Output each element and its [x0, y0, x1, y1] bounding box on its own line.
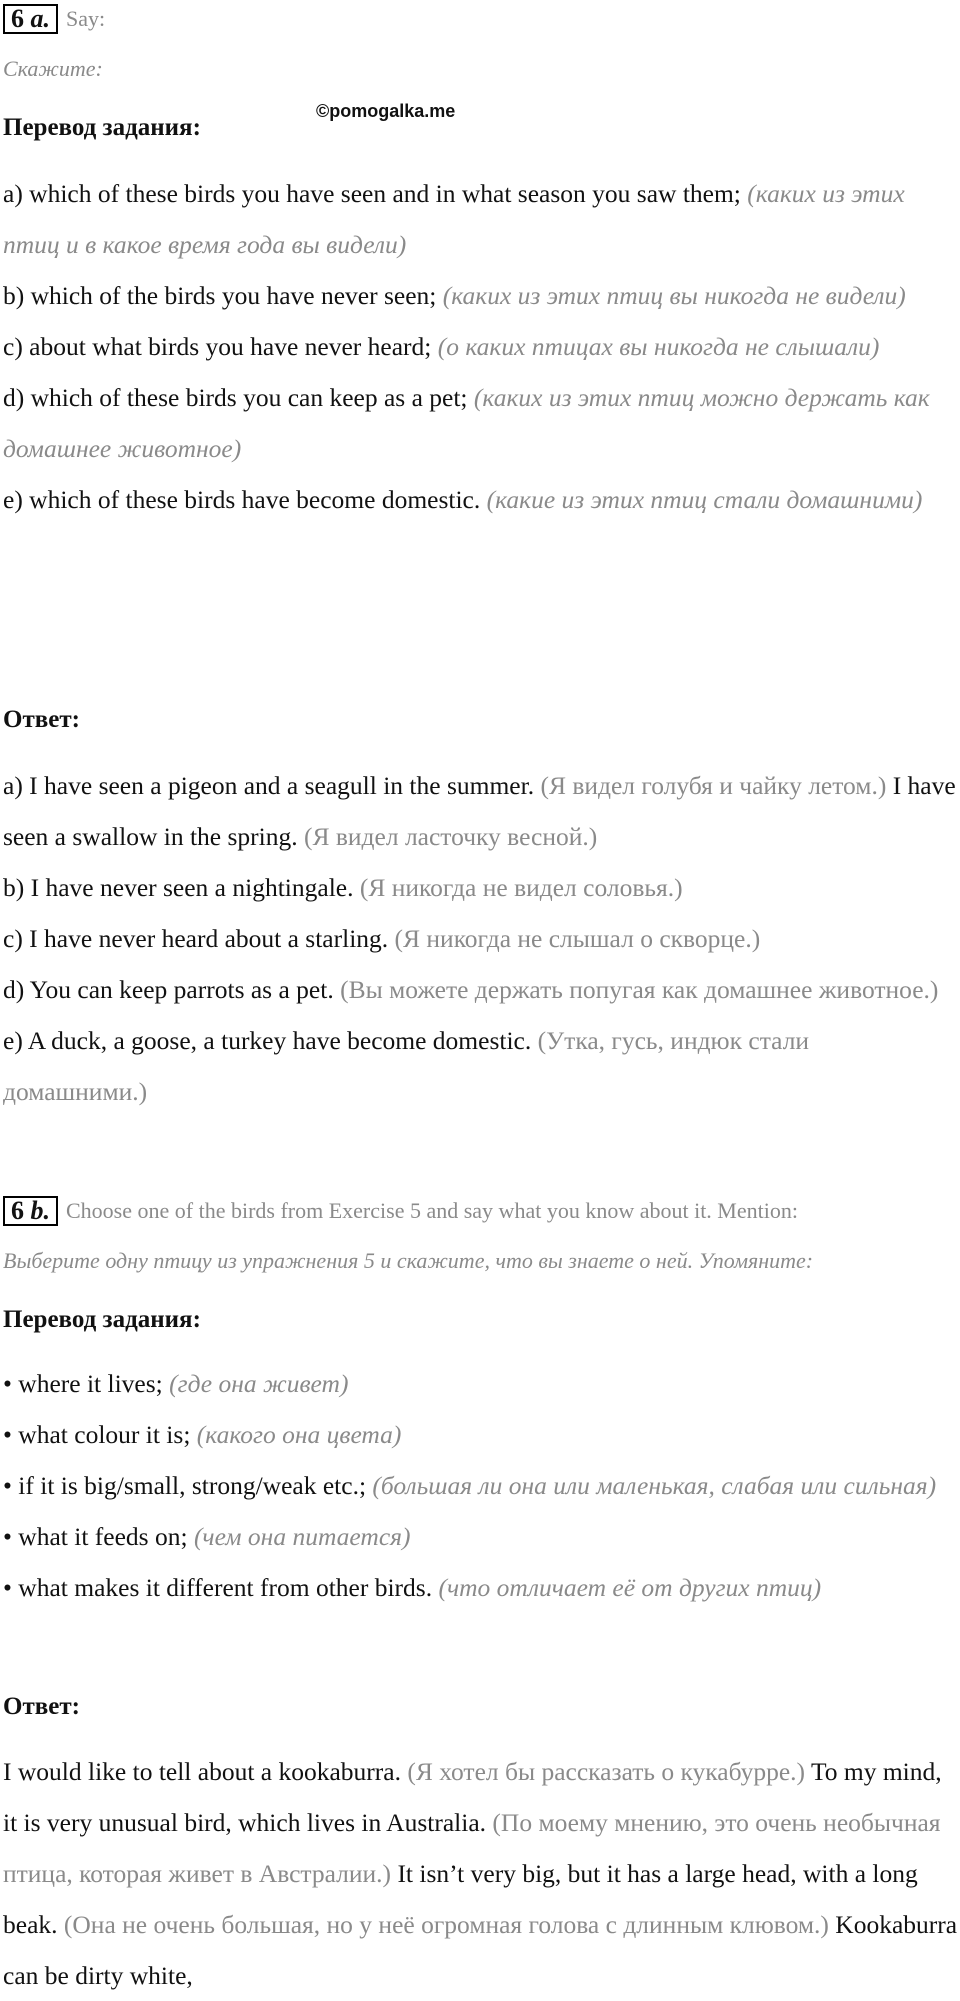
exercise-6a-instruction-ru: Скажите:	[3, 56, 103, 81]
list-item: a) I have seen a pigeon and a seagull in the summer. (Я видел голубя и чайку летом.) I have seen a swallow in the spring. (Я видел ласточку весной.)	[3, 771, 956, 851]
answer-translation: (Я хотел бы рассказать о кукабурре.)	[407, 1757, 806, 1786]
exercise-6b-instruction: Choose one of the birds from Exercise 5 and say what you know about it. Mention:	[66, 1198, 798, 1223]
answer-sentence: I would like to tell about a kookaburra.	[3, 1757, 401, 1786]
answer-sentence: It isn’t very big, but it has a large head, with a long beak.	[3, 1859, 918, 1939]
watermark: ©pomogalka.me	[316, 101, 456, 121]
list-item: • what makes it different from other birds. (что отличает её от других птиц)	[3, 1573, 822, 1602]
exercise-6a-header	[3, 4, 105, 34]
exercise-6b-instruction-ru: Выберите одну птицу из упражнения 5 и скажите, что вы знаете о ней. Упомяните:	[3, 1248, 814, 1273]
answer-heading-6a: Ответ:	[3, 706, 80, 733]
list-item: e) A duck, a goose, a turkey have become domestic. (Утка, гусь, индюк стали домашними.)	[3, 1026, 810, 1106]
answer-text-6b	[3, 1746, 958, 2001]
list-item: • where it lives; (где она живет)	[3, 1369, 349, 1398]
exercise-6a-instruction: Say:	[66, 6, 106, 31]
exercise-6b-badge	[3, 1196, 58, 1226]
answer-sentence: Kookaburra can be dirty white,	[3, 1910, 958, 1990]
list-item: c) I have never heard about a starling. (Я никогда не слышал о скворце.)	[3, 924, 761, 953]
answers-6a	[3, 760, 958, 1117]
list-item: • what colour it is; (какого она цвета)	[3, 1420, 402, 1449]
list-item: c) about what birds you have never heard; (о каких птицах вы никогда не слышали)	[3, 332, 880, 361]
exercise-6b-header	[3, 1196, 798, 1226]
badge-letter: b.	[30, 1196, 50, 1225]
badge-letter: a.	[30, 4, 50, 33]
answer-translation: (Она не очень большая, но у неё огромная голова с длинным клювом.)	[63, 1910, 829, 1939]
list-item: d) You can keep parrots as a pet. (Вы можете держать попугая как домашнее животное.)	[3, 975, 939, 1004]
list-item: b) I have never seen a nightingale. (Я никогда не видел соловья.)	[3, 873, 683, 902]
exercise-6a-badge	[3, 4, 58, 34]
task-bullets-6b	[3, 1358, 958, 1613]
list-item: a) which of these birds you have seen and in what season you saw them; (каких из этих птиц и в какое время года вы видели)	[3, 179, 905, 259]
answer-sentence: To my mind, it is very unusual bird, which lives in Australia.	[3, 1757, 942, 1837]
badge-number: 6	[11, 1196, 24, 1225]
list-item: b) which of the birds you have never seen; (каких из этих птиц вы никогда не видели)	[3, 281, 906, 310]
task-items-6a	[3, 168, 958, 525]
badge-number: 6	[11, 4, 24, 33]
list-item: • if it is big/small, strong/weak etc.; (большая ли она или маленькая, слабая или сильная)	[3, 1471, 937, 1500]
task-translation-heading-6a: Перевод задания:	[3, 114, 201, 141]
list-item: e) which of these birds have become domestic. (какие из этих птиц стали домашними)	[3, 485, 923, 514]
list-item: • what it feeds on; (чем она питается)	[3, 1522, 411, 1551]
list-item: d) which of these birds you can keep as a pet; (каких из этих птиц можно держать как домашнее животное)	[3, 383, 930, 463]
answer-translation: (По моему мнению, это очень необычная птица, которая живет в Австралии.)	[3, 1808, 941, 1888]
task-translation-heading-6b: Перевод задания:	[3, 1306, 201, 1333]
answer-heading-6b: Ответ:	[3, 1693, 80, 1720]
